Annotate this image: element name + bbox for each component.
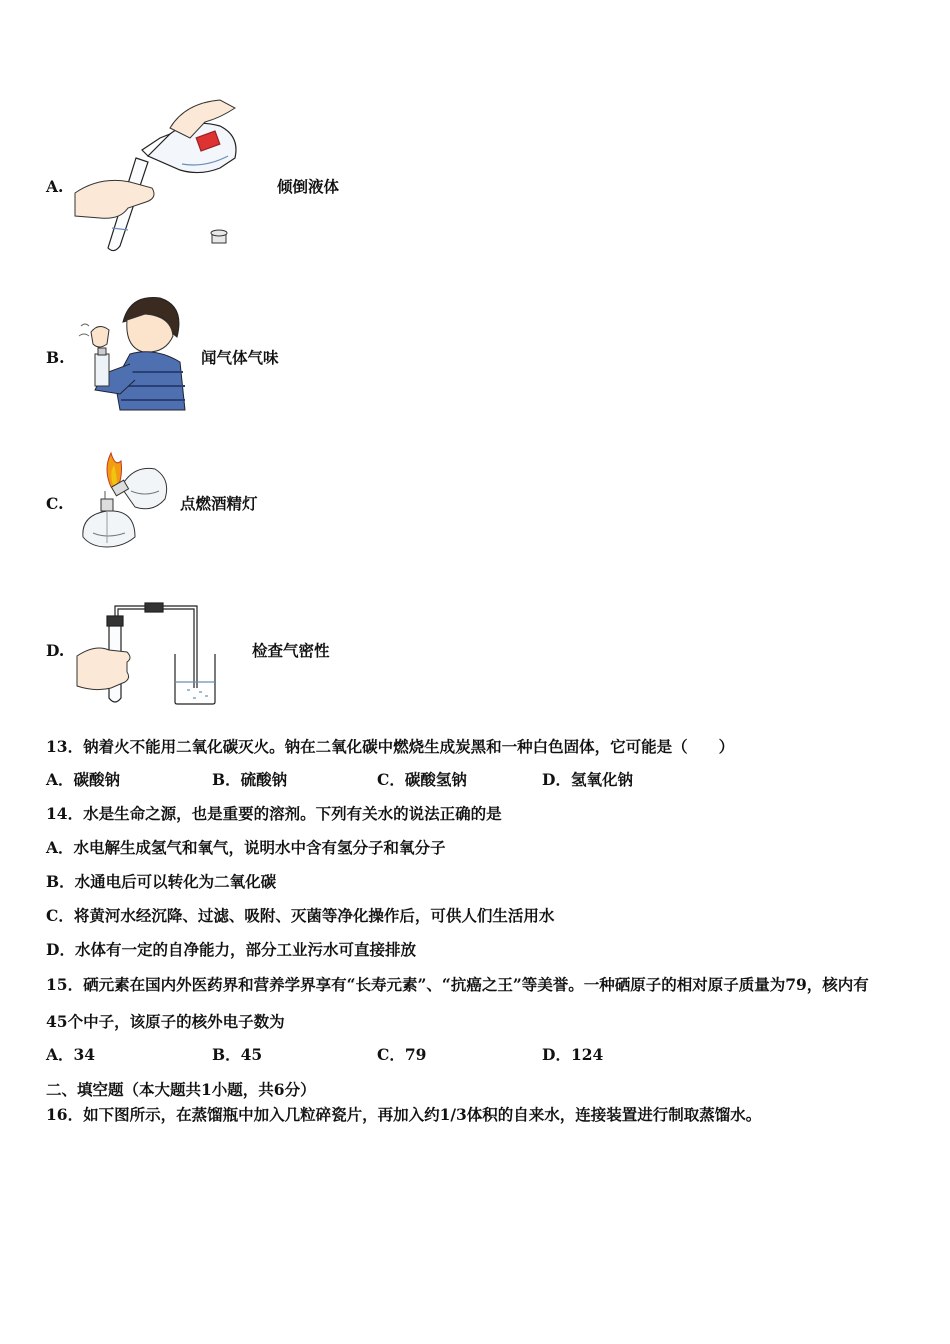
option-d-letter: D.: [46, 641, 65, 660]
q14-stem: 14．水是生命之源，也是重要的溶剂。下列有关水的说法正确的是: [46, 804, 502, 823]
q13-option-a: A．碳酸钠: [46, 770, 121, 789]
option-c-letter: C.: [46, 494, 64, 513]
option-c-label: 点燃酒精灯: [180, 494, 258, 513]
section2-heading: 二、填空题（本大题共1小题，共6分）: [46, 1080, 316, 1099]
q15-option-a: A．34: [46, 1045, 96, 1064]
option-d-label: 检查气密性: [252, 641, 330, 660]
q13-option-c: C．碳酸氢钠: [377, 770, 467, 789]
checking-airtightness-illustration: [75, 598, 225, 710]
lighting-alcohol-lamp-illustration: [73, 447, 173, 555]
q14-option-c: C．将黄河水经沉降、过滤、吸附、灭菌等净化操作后，可供人们生活用水: [46, 906, 555, 925]
q13-option-d: D．氢氧化钠: [542, 770, 633, 789]
q15-option-c: C．79: [377, 1045, 427, 1064]
q15-stem-line2: 45个中子，该原子的核外电子数为: [46, 1012, 285, 1031]
q14-option-a: A．水电解生成氢气和氧气，说明水中含有氢分子和氧分子: [46, 838, 446, 857]
option-a-label: 倾倒液体: [277, 177, 340, 196]
option-b-label: 闻气体气味: [201, 348, 279, 367]
option-a-letter: A.: [46, 177, 64, 196]
q14-option-d: D．水体有一定的自净能力，部分工业污水可直接排放: [46, 940, 416, 959]
q15-option-d: D．124: [542, 1045, 604, 1064]
option-b-letter: B.: [46, 348, 65, 367]
q13-stem: 13．钠着火不能用二氧化碳灭火。钠在二氧化碳中燃烧生成炭黑和一种白色固体，它可能是（ ）: [46, 737, 735, 756]
q15-stem-line1: 15．硒元素在国内外医药界和营养学界享有“长寿元素”、“抗癌之王”等美誉。一种硒原子的相对原子质量为79，核内有: [46, 975, 869, 994]
q13-option-b: B．硫酸钠: [212, 770, 288, 789]
q15-option-b: B．45: [212, 1045, 263, 1064]
pouring-liquid-illustration: [70, 98, 250, 253]
q14-option-b: B．水通电后可以转化为二氧化碳: [46, 872, 277, 891]
smelling-gas-illustration: [75, 292, 190, 412]
q16-stem: 16．如下图所示，在蒸馏瓶中加入几粒碎瓷片，再加入约1/3体积的自来水，连接装置进行制取蒸馏水。: [46, 1105, 762, 1124]
